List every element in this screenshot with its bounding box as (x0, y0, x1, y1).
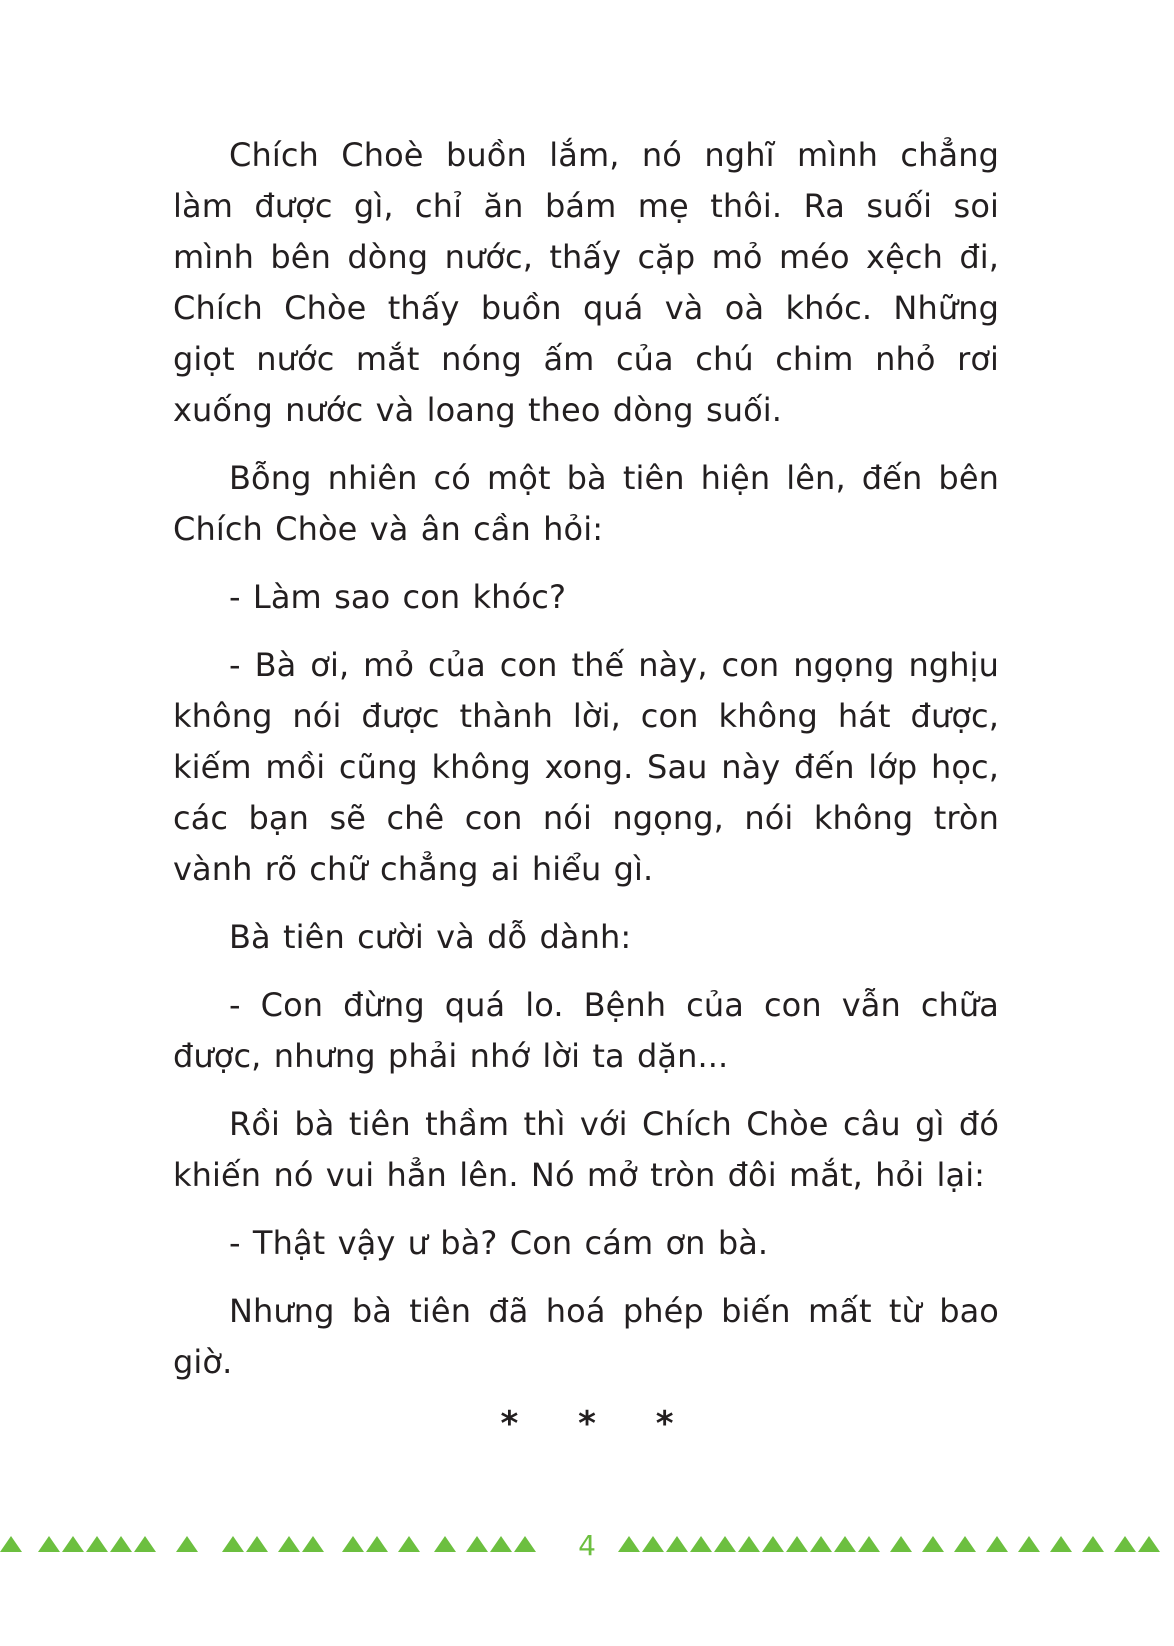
border-triangle (890, 1536, 912, 1552)
border-triangle (110, 1536, 132, 1552)
border-triangle (714, 1536, 736, 1552)
border-triangle (0, 1536, 22, 1552)
border-triangle (490, 1536, 512, 1552)
border-triangle (738, 1536, 760, 1552)
border-triangle (1018, 1536, 1040, 1552)
border-triangle (246, 1536, 268, 1552)
page-number: 4 (578, 1529, 596, 1562)
border-triangle (62, 1536, 84, 1552)
right-triangles (618, 1536, 1160, 1552)
paragraph-9: Nhưng bà tiên đã hoá phép biến mất từ bao giờ. (173, 1292, 999, 1381)
border-triangle (466, 1536, 488, 1552)
border-triangle (222, 1536, 244, 1552)
left-triangles (0, 1536, 536, 1552)
border-triangle (1138, 1536, 1160, 1552)
border-triangle (858, 1536, 880, 1552)
border-triangle (38, 1536, 60, 1552)
border-triangle (434, 1536, 456, 1552)
border-triangle (954, 1536, 976, 1552)
paragraph-6: - Con đừng quá lo. Bệnh của con vẫn chữa được, nhưng phải nhớ lời ta dặn... (173, 986, 999, 1075)
border-triangle (366, 1536, 388, 1552)
border-triangle (666, 1536, 688, 1552)
border-triangle (986, 1536, 1008, 1552)
border-triangle (690, 1536, 712, 1552)
border-triangle (342, 1536, 364, 1552)
section-separator: * * * (500, 1404, 698, 1444)
border-triangle (398, 1536, 420, 1552)
paragraph-5: Bà tiên cười và dỗ dành: (229, 918, 632, 956)
footer-left-triangle-border (0, 1528, 560, 1564)
border-triangle (134, 1536, 156, 1552)
border-triangle (1050, 1536, 1072, 1552)
border-triangle (834, 1536, 856, 1552)
paragraph-2: Bỗng nhiên có một bà tiên hiện lên, đến bên Chích Chòe và ân cần hỏi: (173, 459, 999, 548)
border-triangle (810, 1536, 832, 1552)
border-triangle (1114, 1536, 1136, 1552)
border-triangle (176, 1536, 198, 1552)
border-triangle (302, 1536, 324, 1552)
border-triangle (1082, 1536, 1104, 1552)
border-triangle (86, 1536, 108, 1552)
border-triangle (922, 1536, 944, 1552)
border-triangle (786, 1536, 808, 1552)
paragraph-7: Rồi bà tiên thầm thì với Chích Chòe câu gì đó khiến nó vui hẳn lên. Nó mở tròn đôi mắt, hỏi lại: (173, 1105, 999, 1194)
story-text (173, 130, 999, 1405)
paragraph-4: - Bà ơi, mỏ của con thế này, con ngọng nghịu không nói được thành lời, con không hát được, kiếm mồi cũng không xong. Sau này đến lớp học, các bạn sẽ chê con nói ngọng, nói không tròn vành rõ chữ chẳng ai hiểu gì. (173, 646, 999, 888)
page-footer (0, 1528, 1174, 1564)
paragraph-1: Chích Choè buồn lắm, nó nghĩ mình chẳng làm được gì, chỉ ăn bám mẹ thôi. Ra suối soi mình bên dòng nước, thấy cặp mỏ méo xệch đi, Chích Chòe thấy buồn quá và oà khóc. Những giọt nước mắt nóng ấm của chú chim nhỏ rơi xuống nước và loang theo dòng suối. (173, 136, 999, 429)
border-triangle (642, 1536, 664, 1552)
paragraph-8: - Thật vậy ư bà? Con cám ơn bà. (229, 1224, 769, 1262)
border-triangle (278, 1536, 300, 1552)
footer-right-triangle-border (614, 1528, 1174, 1564)
border-triangle (762, 1536, 784, 1552)
border-triangle (514, 1536, 536, 1552)
paragraph-3: - Làm sao con khóc? (229, 578, 567, 616)
border-triangle (618, 1536, 640, 1552)
